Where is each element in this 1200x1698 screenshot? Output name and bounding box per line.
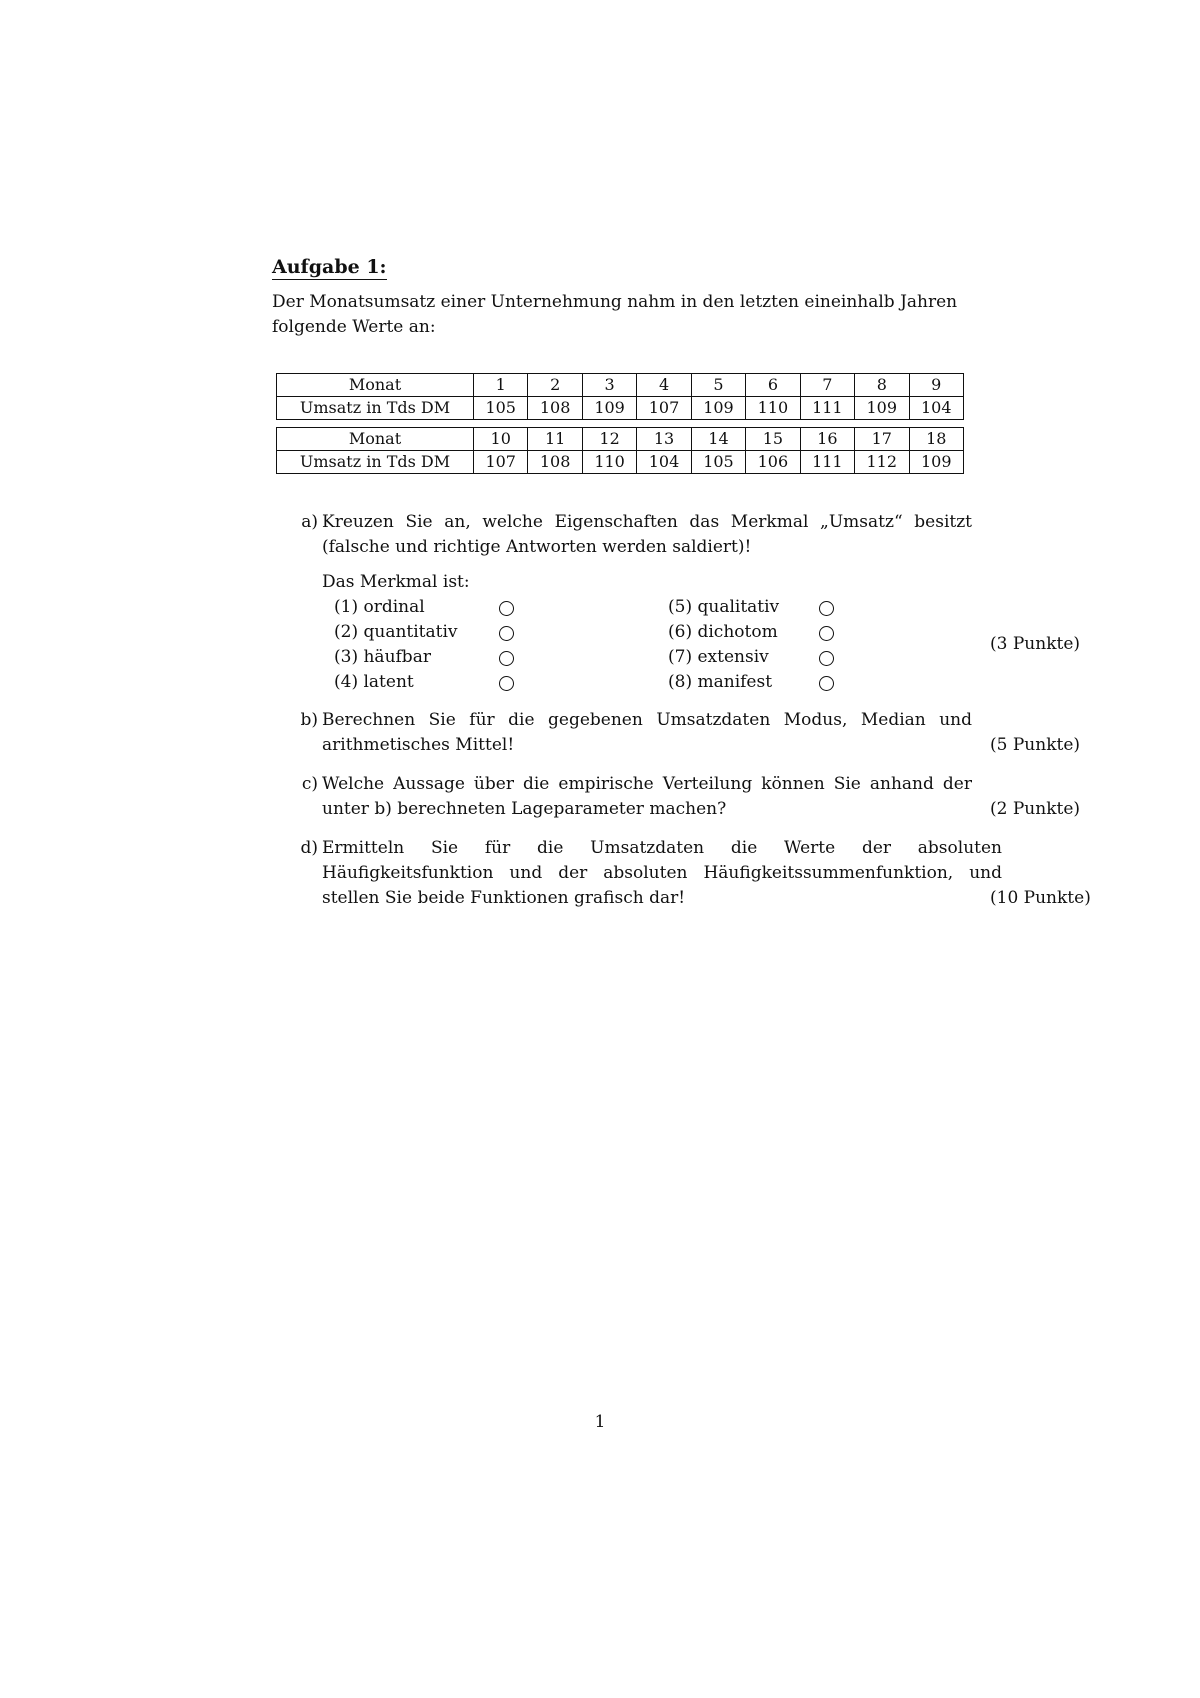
month-cell: 13	[637, 428, 691, 451]
question-d-letter: d)	[300, 838, 318, 858]
sales-cell: 108	[528, 397, 582, 420]
task-title: Aufgabe 1:	[272, 256, 387, 278]
month-cell: 10	[474, 428, 528, 451]
table-row	[277, 451, 964, 474]
month-cell: 15	[746, 428, 800, 451]
month-cell: 3	[582, 374, 636, 397]
month-cell: 6	[746, 374, 800, 397]
month-cell: 7	[800, 374, 854, 397]
month-label: Monat	[277, 374, 474, 397]
question-c-points: (2 Punkte)	[990, 799, 1081, 819]
sales-cell: 109	[909, 451, 964, 474]
option-6-label: (6) dichotom	[668, 622, 778, 642]
sales-cell: 109	[582, 397, 636, 420]
sales-cell: 106	[746, 451, 800, 474]
sales-table-block-1	[276, 373, 964, 420]
sales-cell: 107	[637, 397, 691, 420]
month-cell: 1	[474, 374, 528, 397]
month-cell: 18	[909, 428, 964, 451]
sales-cell: 105	[691, 451, 745, 474]
option-8-checkbox[interactable]	[819, 676, 834, 691]
table-row	[277, 397, 964, 420]
sales-cell: 111	[800, 451, 854, 474]
question-a-letter: a)	[301, 512, 318, 532]
sales-table-block-2	[276, 427, 964, 474]
question-a-lead: Das Merkmal ist:	[322, 572, 470, 592]
sales-cell: 104	[637, 451, 691, 474]
option-5-checkbox[interactable]	[819, 601, 834, 616]
question-a-points: (3 Punkte)	[990, 634, 1081, 654]
month-cell: 5	[691, 374, 745, 397]
option-1-label: (1) ordinal	[334, 597, 425, 617]
option-5-label: (5) qualitativ	[668, 597, 780, 617]
option-7-checkbox[interactable]	[819, 651, 834, 666]
sales-cell: 110	[582, 451, 636, 474]
sales-cell: 107	[474, 451, 528, 474]
sales-cell: 112	[855, 451, 909, 474]
intro-text: Der Monatsumsatz einer Unternehmung nahm in den letzten eineinhalb Jahren folgende Werte an:	[272, 292, 958, 337]
month-cell: 8	[855, 374, 909, 397]
question-b-text: Berechnen Sie für die gegebenen Umsatzdaten Modus, Median und arithmetisches Mittel!	[322, 710, 972, 755]
question-b-letter: b)	[300, 710, 318, 730]
option-2-label: (2) quantitativ	[334, 622, 458, 642]
sales-cell: 109	[691, 397, 745, 420]
option-1-checkbox[interactable]	[499, 601, 514, 616]
page-number: 1	[594, 1412, 606, 1432]
sales-cell: 109	[855, 397, 909, 420]
option-4-label: (4) latent	[334, 672, 414, 692]
option-4-checkbox[interactable]	[499, 676, 514, 691]
month-cell: 12	[582, 428, 636, 451]
option-6-checkbox[interactable]	[819, 626, 834, 641]
question-d-text: Ermitteln Sie für die Umsatzdaten die Werte der absoluten Häufigkeitsfunktion und der absoluten Häufigkeitssummenfunktion, und stellen Sie beide Funktionen grafisch dar!	[322, 838, 1002, 908]
month-cell: 4	[637, 374, 691, 397]
sales-cell: 108	[528, 451, 582, 474]
question-a-text: Kreuzen Sie an, welche Eigenschaften das Merkmal „Umsatz“ besitzt (falsche und richtige Antworten werden saldiert)!	[322, 512, 972, 557]
month-label: Monat	[277, 428, 474, 451]
option-3-label: (3) häufbar	[334, 647, 431, 667]
month-cell: 2	[528, 374, 582, 397]
month-cell: 14	[691, 428, 745, 451]
sales-cell: 105	[474, 397, 528, 420]
sales-cell: 104	[909, 397, 964, 420]
question-b-points: (5 Punkte)	[990, 735, 1081, 755]
sales-cell: 110	[746, 397, 800, 420]
question-c-letter: c)	[301, 774, 318, 794]
month-cell: 9	[909, 374, 964, 397]
sales-cell: 111	[800, 397, 854, 420]
month-cell: 11	[528, 428, 582, 451]
sales-label: Umsatz in Tds DM	[277, 397, 474, 420]
month-cell: 17	[855, 428, 909, 451]
month-cell: 16	[800, 428, 854, 451]
option-8-label: (8) manifest	[668, 672, 773, 692]
question-c-text: Welche Aussage über die empirische Verteilung können Sie anhand der unter b) berechneten Lageparameter machen?	[322, 774, 972, 819]
option-7-label: (7) extensiv	[668, 647, 769, 667]
option-3-checkbox[interactable]	[499, 651, 514, 666]
question-d-points: (10 Punkte)	[990, 888, 1091, 908]
sales-label: Umsatz in Tds DM	[277, 451, 474, 474]
table-row	[277, 374, 964, 397]
option-2-checkbox[interactable]	[499, 626, 514, 641]
table-row	[277, 428, 964, 451]
